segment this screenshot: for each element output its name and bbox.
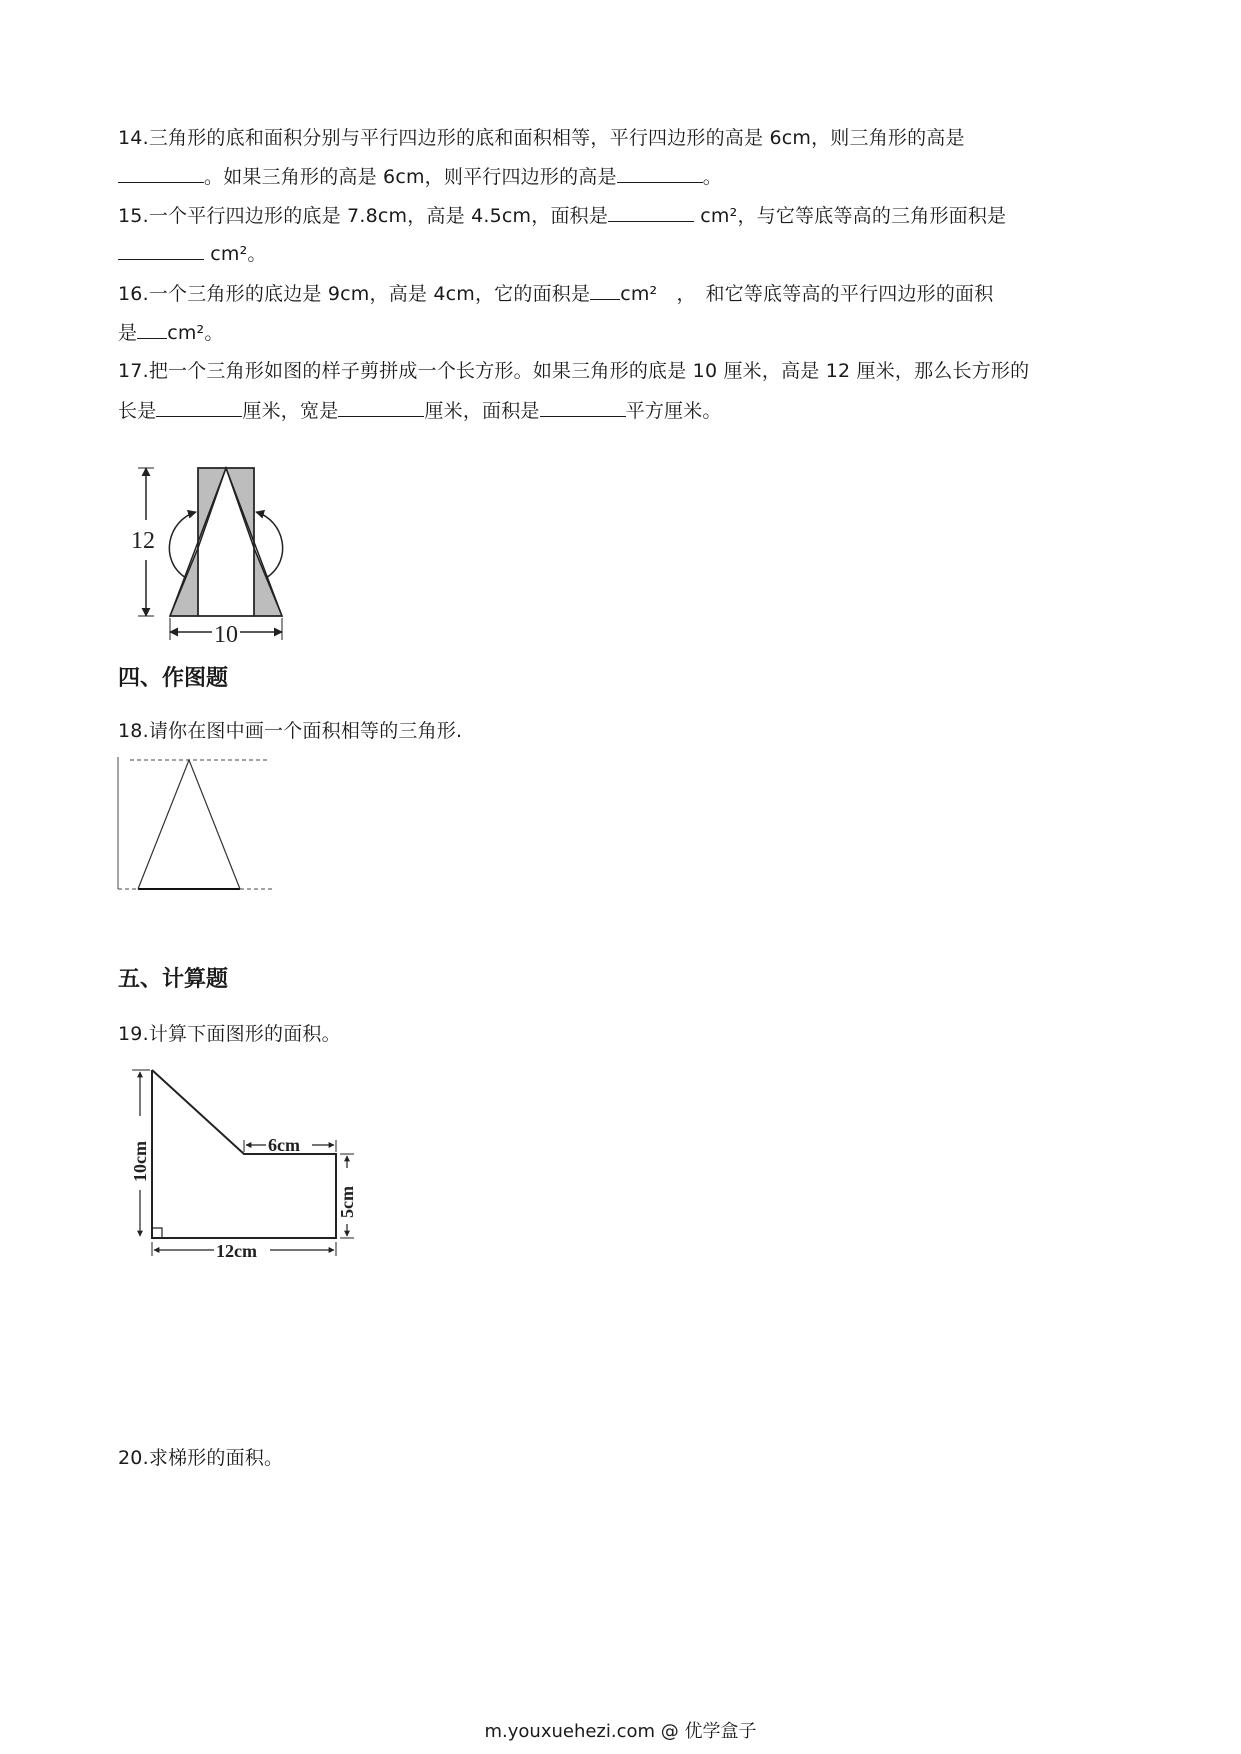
q17-base-label: 10 [214, 622, 238, 648]
q17-line2-a: 长是 [118, 400, 157, 422]
answer-blank[interactable] [540, 398, 626, 417]
q17-figure [128, 460, 298, 650]
q19-right-label: 5cm [337, 1186, 357, 1218]
q16-line1-a: 16.一个三角形的底边是 9cm，高是 4cm，它的面积是 [118, 283, 591, 305]
answer-blank[interactable] [137, 320, 167, 339]
answer-blank[interactable] [608, 203, 694, 222]
q16-line2-b: cm²。 [167, 322, 224, 344]
q14-line2-mid: 。如果三角形的高是 6cm，则平行四边形的高是 [204, 166, 617, 188]
q16-line1-b: cm² ， 和它等底等高的平行四边形的面积 [620, 283, 994, 305]
q18-text: 18.请你在图中画一个面积相等的三角形. [118, 720, 463, 742]
q16-line1 [118, 281, 993, 306]
answer-blank[interactable] [156, 398, 242, 417]
section-4-title: 四、作图题 [118, 666, 229, 691]
q15-line2 [118, 241, 267, 266]
q17-line1: 17.把一个三角形如图的样子剪拼成一个长方形。如果三角形的底是 10 厘米，高是 12 厘米，那么长方形的 [118, 360, 1030, 382]
q19-bottom-label: 12cm [216, 1241, 257, 1261]
answer-blank[interactable] [590, 281, 620, 300]
q19-text: 19.计算下面图形的面积。 [118, 1023, 341, 1045]
q17-line2-c: 厘米，面积是 [424, 400, 540, 422]
q15-line1-b: cm²，与它等底等高的三角形面积是 [694, 205, 1007, 227]
q15-line2-b: cm²。 [204, 243, 267, 265]
q15-line1-a: 15.一个平行四边形的底是 7.8cm，高是 4.5cm，面积是 [118, 205, 609, 227]
q17-line2-d: 平方厘米。 [625, 400, 722, 422]
q18-figure [116, 755, 276, 895]
q17-line2 [118, 398, 722, 423]
q19-right-angle-mark [152, 1228, 162, 1238]
q14-line2-end: 。 [702, 166, 722, 188]
footer-source: m.youxuehezi.com @ 优学盒子 [484, 1721, 757, 1742]
q18-triangle [138, 760, 240, 889]
q14-line1: 14.三角形的底和面积分别与平行四边形的底和面积相等，平行四边形的高是 6cm，则三角形的高是 [118, 127, 965, 149]
section-5-title: 五、计算题 [118, 967, 229, 992]
q15-line1 [118, 203, 1006, 228]
q20-text: 20.求梯形的面积。 [118, 1447, 284, 1469]
q19-figure [118, 1058, 368, 1268]
answer-blank[interactable] [118, 164, 204, 183]
q19-top-label: 6cm [268, 1135, 300, 1155]
q16-line2 [118, 320, 224, 345]
answer-blank[interactable] [617, 164, 703, 183]
q19-left-label: 10cm [130, 1141, 150, 1182]
answer-blank[interactable] [118, 241, 204, 260]
answer-blank[interactable] [338, 398, 424, 417]
q19-shape-outline [152, 1070, 336, 1238]
q17-height-label: 12 [131, 528, 155, 554]
q16-line2-a: 是 [118, 322, 138, 344]
q17-line2-b: 厘米，宽是 [242, 400, 339, 422]
q14-line2 [118, 164, 722, 189]
